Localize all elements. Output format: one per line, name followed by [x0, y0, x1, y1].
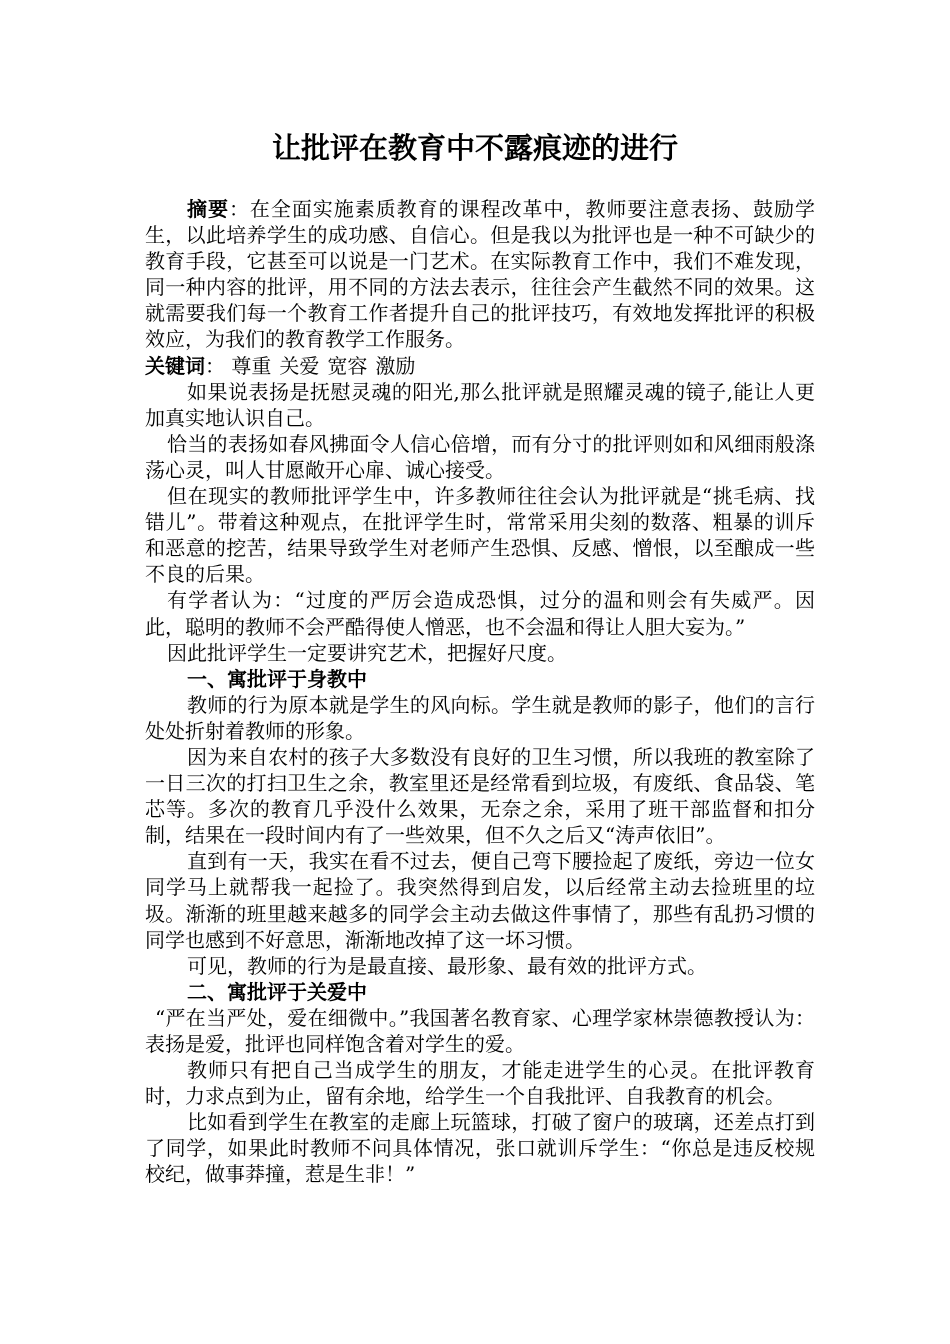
keywords-line — [145, 353, 815, 379]
paragraph: 可见，教师的行为是最直接、最形象、最有效的批评方式。 — [187, 953, 707, 978]
keywords-colon: ： — [205, 353, 225, 378]
paragraph: 比如看到学生在教室的走廊上玩篮球，打破了窗户的玻璃，还差点打到了同学，如果此时教师不问具体情况，张口就训斥学生：“你总是违反校规校纪，做事莽撞，惹是生非！” — [145, 1110, 815, 1187]
paragraph: 恰当的表扬如春风拂面令人信心倍增，而有分寸的批评则如和风细雨般涤荡心灵，叫人甘愿敞开心扉、诚心接受。 — [145, 431, 815, 482]
paragraph: 因为来自农村的孩子大多数没有良好的卫生习惯，所以我班的教室除了一日三次的打扫卫生之余，教室里还是经常看到垃圾，有废纸、食品袋、笔芯等。多次的教育几乎没什么效果，无奈之余，采用了班干部监督和扣分制，结果在一段时间内有了一些效果，但不久之后又“涛声依旧”。 — [145, 744, 815, 848]
keywords-label: 关键词 — [145, 353, 205, 378]
paragraph: 教师只有把自己当成学生的朋友，才能走进学生的心灵。在批评教育时，力求点到为止，留有余地，给学生一个自我批评、自我教育的机会。 — [145, 1058, 815, 1109]
abstract-paragraph — [145, 196, 815, 353]
paragraph: 如果说表扬是抚慰灵魂的阳光,那么批评就是照耀灵魂的镜子,能让人更加真实地认识自己。 — [145, 379, 815, 430]
keyword: 尊重 — [231, 353, 272, 378]
paragraph: 教师的行为原本就是学生的风向标。学生就是教师的影子，他们的言行处处折射着教师的形象。 — [145, 692, 815, 743]
paragraph: “严在当严处，爱在细微中。”我国著名教育家、心理学家林崇德教授认为：表扬是爱，批评也同样饱含着对学生的爱。 — [145, 1005, 815, 1056]
keyword: 激励 — [375, 353, 416, 378]
paragraph: 因此批评学生一定要讲究艺术，把握好尺度。 — [167, 640, 567, 665]
paragraph: 有学者认为：“过度的严厉会造成恐惧，过分的温和则会有失威严。因此，聪明的教师不会严酷得使人憎恶，也不会温和得让人胆大妄为。” — [145, 588, 815, 639]
abstract-text: ：在全面实施素质教育的课程改革中，教师要注意表扬、鼓励学生，以此培养学生的成功感、自信心。但是我以为批评也是一种不可缺少的教育手段，它甚至可以说是一门艺术。在实际教育工作中，我们不难发现，同一种内容的批评，用不同的方法去表示，往往会产生截然不同的效果。这就需要我们每一个教育工作者提升自己的批评技巧，有效地发挥批评的积极效应，为我们的教育教学工作服务。 — [145, 197, 816, 352]
abstract-label: 摘要 — [187, 197, 229, 221]
document-title: 让批评在教育中不露痕迹的进行 — [271, 131, 678, 165]
section-heading: 一、寓批评于身教中 — [187, 666, 367, 691]
paragraph: 但在现实的教师批评学生中，许多教师往往会认为批评就是“挑毛病、找错儿”。带着这种观点，在批评学生时，常常采用尖刻的数落、粗暴的训斥和恶意的挖苦，结果导致学生对老师产生恐惧、反感、憎恨，以至酿成一些不良的后果。 — [145, 484, 815, 587]
keyword: 关爱 — [279, 353, 320, 378]
keyword: 宽容 — [327, 353, 368, 378]
document-body — [145, 196, 815, 1188]
section-heading: 二、寓批评于关爱中 — [187, 979, 367, 1004]
paragraph: 直到有一天，我实在看不过去，便自己弯下腰捡起了废纸，旁边一位女同学马上就帮我一起捡了。我突然得到启发，以后经常主动去捡班里的垃圾。渐渐的班里越来越多的同学会主动去做这件事情了，那些有乱扔习惯的同学也感到不好意思，渐渐地改掉了这一坏习惯。 — [145, 849, 815, 952]
